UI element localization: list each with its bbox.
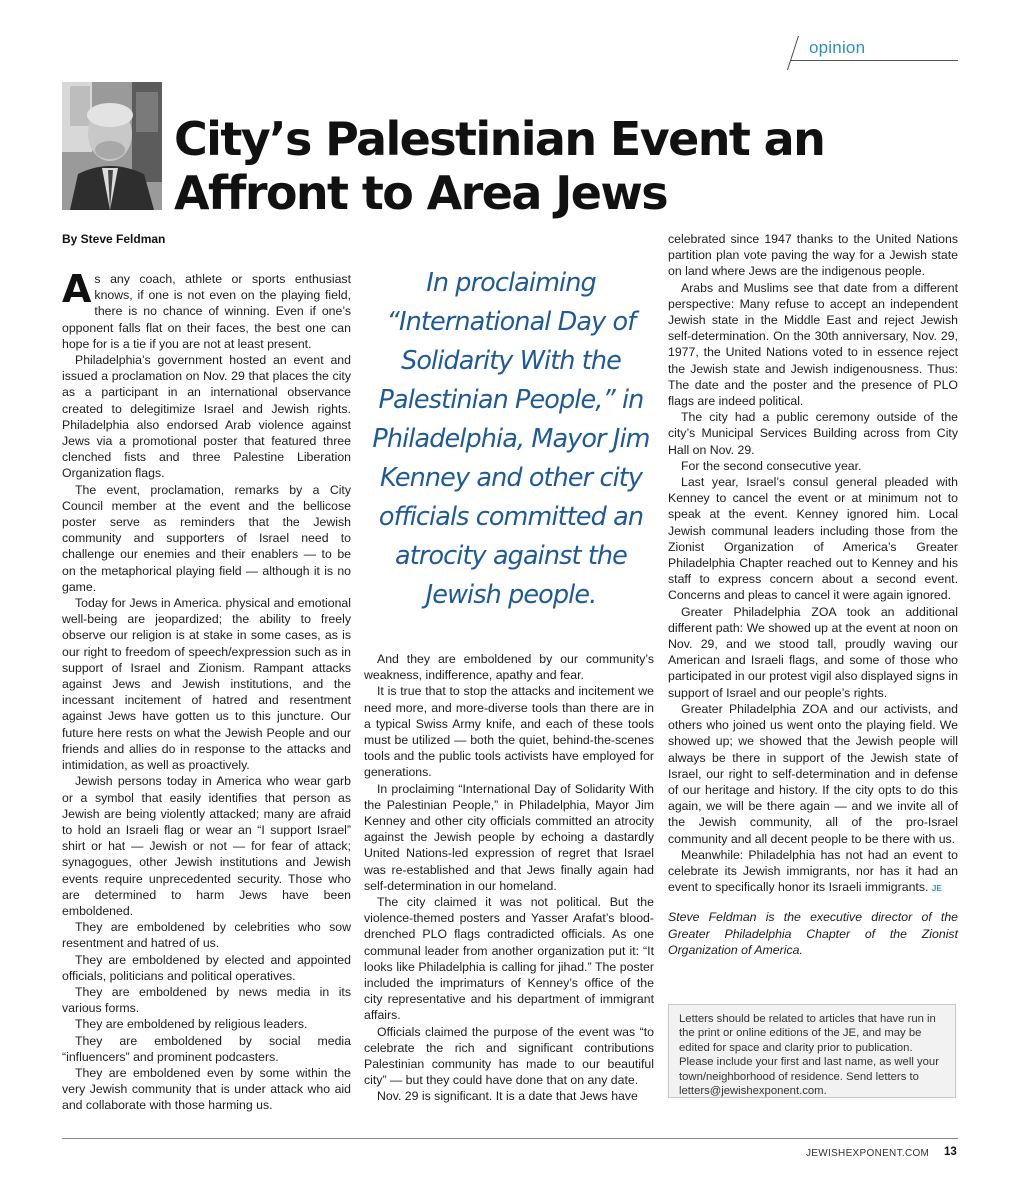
body-paragraph: In proclaiming “International Day of Solidarity With the Palestinian People,” in Philadelphia, Mayor Jim Kenney and other city officials committed an atrocity against the Jewish people by echoing a dastardly United Nations-led expression of regret that Israel was re-established and that Jews finally again had self-determination in our homeland. bbox=[364, 781, 654, 893]
body-paragraph: They are emboldened by celebrities who sow resentment and hatred of us. bbox=[62, 920, 351, 951]
section-rule bbox=[790, 60, 958, 61]
lead-paragraph bbox=[62, 267, 351, 352]
continued-paragraph: celebrated since 1947 thanks to the United Nations partition plan vote paving the way for a Jewish state on land where Jews are the indigenous people. bbox=[668, 232, 958, 279]
body-paragraph: They are emboldened by news media in its various forms. bbox=[62, 984, 351, 1016]
end-mark: JE bbox=[931, 884, 943, 894]
body-paragraph: The city had a public ceremony outside of the city’s Municipal Services Building across from City Hall on Nov. 29. bbox=[668, 410, 958, 457]
pull-quote: In proclaiming “International Day of Solidarity With the Palestinian People,” in Philadelphia, Mayor Jim Kenney and other city officials committed an atrocity against the Jewish people. bbox=[372, 268, 650, 610]
body-paragraph: Today for Jews in America. physical and emotional well-being are jeopardized; the ability to freely observe our religion is at stake in some cases, as is our right to freedom of speech/expression such as in support of Israel and Zionism. Rampant attacks against Jews and Jewish institutions, and the incessant incitement of hatred and resentment against Jews have gotten us to this juncture. Our future here rests on what the Jewish People and our friends and allies do in response to the attacks and intimidation, as well as proactively. bbox=[62, 596, 351, 773]
article-column-1 bbox=[62, 267, 351, 1114]
page-number: 13 bbox=[944, 1146, 957, 1158]
body-paragraph: The event, proclamation, remarks by a City Council member at the event and the bellicose poster serve as reminders that the Jewish community and supporters of Israel need to challenge our enemies and their enablers — to be on the metaphorical playing field — although it is no game. bbox=[62, 482, 351, 594]
drop-cap: A bbox=[62, 267, 92, 311]
letters-policy-box: Letters should be related to articles that have run in the print or online editions of the JE, and may be edited for space and clarity prior to publication. Please include your first and last name, as well your town/neighborhood of residence. Send letters to letters@jewishexponent.com. bbox=[668, 1004, 956, 1098]
body-paragraph: Officials claimed the purpose of the event was “to celebrate the rich and significant contributions Palestinian community has made to our beautiful city” — but they could have done that on any date. bbox=[364, 1024, 654, 1088]
article-column-3 bbox=[668, 231, 958, 958]
body-paragraph: The city claimed it was not political. But the violence-themed posters and Yasser Arafat’s blood-drenched PLO flags contradicted officials. As one communal leader from another organization put it: “It looks like Philadelphia is calling for jihad.” The poster included the imprimaturs of Kenney’s office of the city representative and his department of immigrant affairs. bbox=[364, 895, 654, 1023]
section-tag bbox=[790, 38, 958, 62]
body-paragraph: They are emboldened by religious leaders. bbox=[75, 1017, 308, 1032]
body-paragraph: Arabs and Muslims see that date from a different perspective: Many refuse to accept an independent Jewish state in the Middle East and reject Jewish self-determination. On the 30th anniversary, Nov. 29, 1977, the United Nations voted to in essence reject the Jewish state and Jewish indigenousness. Thus: The date and the poster and the presence of PLO flags are indeed political. bbox=[668, 280, 958, 409]
body-paragraph: Greater Philadelphia ZOA and our activists, and others who joined us went onto the playing field. We showed up; we showed that the Jewish people will always be there in support of the Jewish state of Israel, our right to self-determination and in defense of our heritage and history. If the city opts to do this again, we will be there again — and we invite all of the Jewish community, all of the pro-Israel community and all decent people to be there with us. bbox=[668, 701, 958, 846]
footer-site: JEWISHEXPONENT.COM bbox=[806, 1148, 930, 1159]
body-paragraph: Jewish persons today in America who wear garb or a symbol that easily identifies that person as Jewish are being violently attacked; many are afraid to hold an Israeli flag or wear an “I support Israel” shirt or hat — Jewish or not — for fear of attack; synagogues, other Jewish institutions and Jewish events require unprecedented security. Those who are determined to harm Jews have been emboldened. bbox=[62, 774, 351, 918]
footer-rule bbox=[62, 1138, 958, 1139]
body-paragraph: It is true that to stop the attacks and incitement we need more, and more-diverse tools than there are in a typical Swiss Army knife, and each of these tools must be utilized — both the quiet, behind-the-scenes tools and the public tools activists have employed for generations. bbox=[364, 684, 654, 780]
body-paragraph: They are emboldened by social media “influencers” and prominent podcasters. bbox=[62, 1033, 351, 1064]
body-paragraph: For the second consecutive year. bbox=[681, 458, 862, 473]
body-paragraph: Philadelphia’s government hosted an event and issued a proclamation on Nov. 29 that places the city as a participant in an international observance created to delegitimize Israel and Jewish rights. Philadelphia also endorsed Arab violence against Jews via a promotional poster that featured three clenched fists and three Palestine Liberation Organization flags. bbox=[62, 353, 351, 481]
headline: City’s Palestinian Event an Affront to Area Jews bbox=[174, 112, 825, 220]
closing-paragraph bbox=[668, 847, 958, 898]
article-column-2 bbox=[364, 651, 654, 1105]
author-bio: Steve Feldman is the executive director of the Greater Philadelphia Chapter of the Zionist Organization of America. bbox=[668, 910, 958, 957]
body-paragraph: Nov. 29 is significant. It is a date that Jews have bbox=[377, 1089, 638, 1104]
body-paragraph: And they are emboldened by our community’s weakness, indifference, apathy and fear. bbox=[364, 652, 654, 683]
section-label: opinion bbox=[809, 38, 866, 57]
body-paragraph: They are emboldened by elected and appointed officials, politicians and political operatives. bbox=[62, 952, 351, 983]
body-paragraph: They are emboldened even by some within the very Jewish community that is under attack who aid and collaborate with those harming us. bbox=[62, 1065, 351, 1113]
lead-text: s any coach, athlete or sports enthusiast knows, if one is not even on the playing field, there is no chance of winning. Even if one’s opponent falls flat on their faces, the best one can hope for is a tie if you are not at least present. bbox=[62, 272, 351, 351]
byline: By Steve Feldman bbox=[62, 232, 166, 246]
author-photo bbox=[62, 82, 162, 210]
closing-text: Meanwhile: Philadelphia has not had an event to celebrate its Jewish immigrants, nor has it had an event to specifically honor its Israeli immigrants. bbox=[668, 847, 958, 895]
body-paragraph: Greater Philadelphia ZOA took an additional different path: We showed up at the event at noon on Nov. 29, and we stood tall, proudly waving our American and Israeli flags, and some of those who participated in our protest vigil also displayed signs in support of Israel and our people’s rights. bbox=[668, 604, 958, 700]
body-paragraph: Last year, Israel’s consul general pleaded with Kenney to cancel the event or at minimum not to speak at the event. Kenney ignored him. Local Jewish communal leaders including those from the Zionist Organization of America’s Greater Philadelphia Chapter reached out to Kenney and his staff to express concern about a second event. Concerns and pleas to cancel it were again ignored. bbox=[668, 475, 958, 603]
